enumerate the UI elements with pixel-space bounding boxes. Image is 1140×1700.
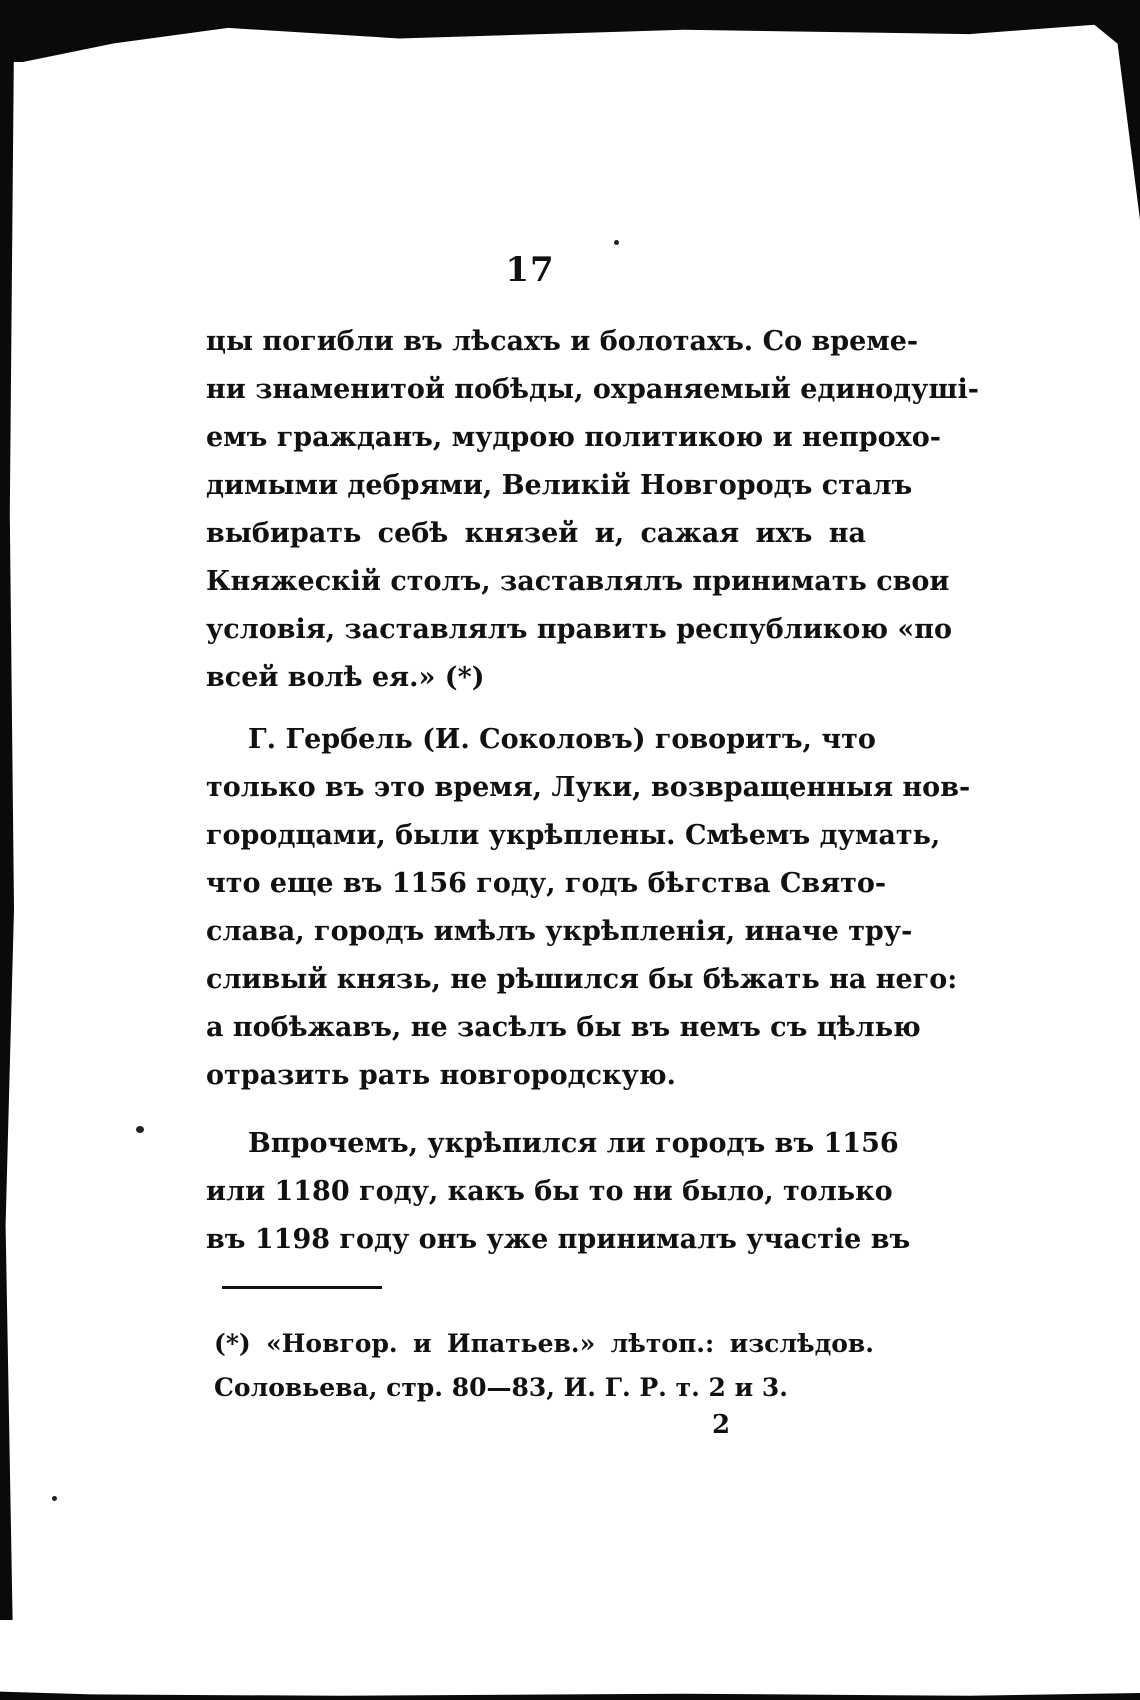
scan-edge-top xyxy=(0,0,1140,62)
body-text xyxy=(206,318,979,1264)
footnote-line: (*) «Новгор. и Ипатьев.» лѣтоп.: изслѣдов. xyxy=(214,1329,874,1358)
text-line: выбирать себѣ князей и, сажая ихъ на xyxy=(206,518,866,549)
text-line: только въ это время, Луки, возвращенныя нов- xyxy=(206,772,971,803)
text-line: цы погибли въ лѣсахъ и болотахъ. Со време- xyxy=(206,326,919,357)
text-line: слава, городъ имѣлъ укрѣпленія, иначе тру- xyxy=(206,916,913,947)
text-line: емъ гражданъ, мудрою политикою и непрохо- xyxy=(206,422,941,453)
text-line: ни знаменитой побѣды, охраняемый единодуші- xyxy=(206,374,979,405)
text-line: отразить рать новгородскую. xyxy=(206,1060,676,1091)
scan-edge-bottom xyxy=(0,1686,1140,1700)
ink-speck xyxy=(136,1126,144,1133)
footnote xyxy=(214,1322,874,1410)
paragraph-2 xyxy=(206,716,971,1100)
text-line: городцами, были укрѣплены. Смѣемъ думать, xyxy=(206,820,941,851)
paragraph-gap xyxy=(206,1100,866,1120)
text-line: Княжескій столъ, заставлялъ принимать свои xyxy=(206,566,950,597)
paragraph-1 xyxy=(206,318,979,702)
text-line: или 1180 году, какъ бы то ни было, только xyxy=(206,1176,893,1207)
footnote-line: Соловьева, стр. 80—83, И. Г. Р. т. 2 и 3. xyxy=(214,1373,788,1402)
ink-speck xyxy=(52,1496,57,1501)
footnote-divider xyxy=(222,1286,382,1289)
text-line: въ 1198 году онъ уже принималъ участіе въ xyxy=(206,1224,911,1255)
page-number: 17 xyxy=(505,250,555,290)
text-line: а побѣжавъ, не засѣлъ бы въ немъ съ цѣлью xyxy=(206,1012,921,1043)
text-line: что еще въ 1156 году, годъ бѣгства Свято- xyxy=(206,868,887,899)
text-line: Впрочемъ, укрѣпился ли городъ въ 1156 xyxy=(248,1128,899,1159)
text-line: димыми дебрями, Великій Новгородъ сталъ xyxy=(206,470,913,501)
paragraph-gap xyxy=(206,702,866,716)
text-line: условія, заставлялъ править республикою «по xyxy=(206,614,953,645)
text-line: сливый князь, не рѣшился бы бѣжать на него: xyxy=(206,964,958,995)
ink-speck xyxy=(614,240,619,245)
signature-mark: 2 xyxy=(712,1410,731,1440)
text-line: всей волѣ ея.» (*) xyxy=(206,662,485,693)
paragraph-3 xyxy=(206,1120,911,1264)
text-line: Г. Гербель (И. Соколовъ) говоритъ, что xyxy=(248,724,876,755)
scan-edge-left xyxy=(0,40,14,1620)
